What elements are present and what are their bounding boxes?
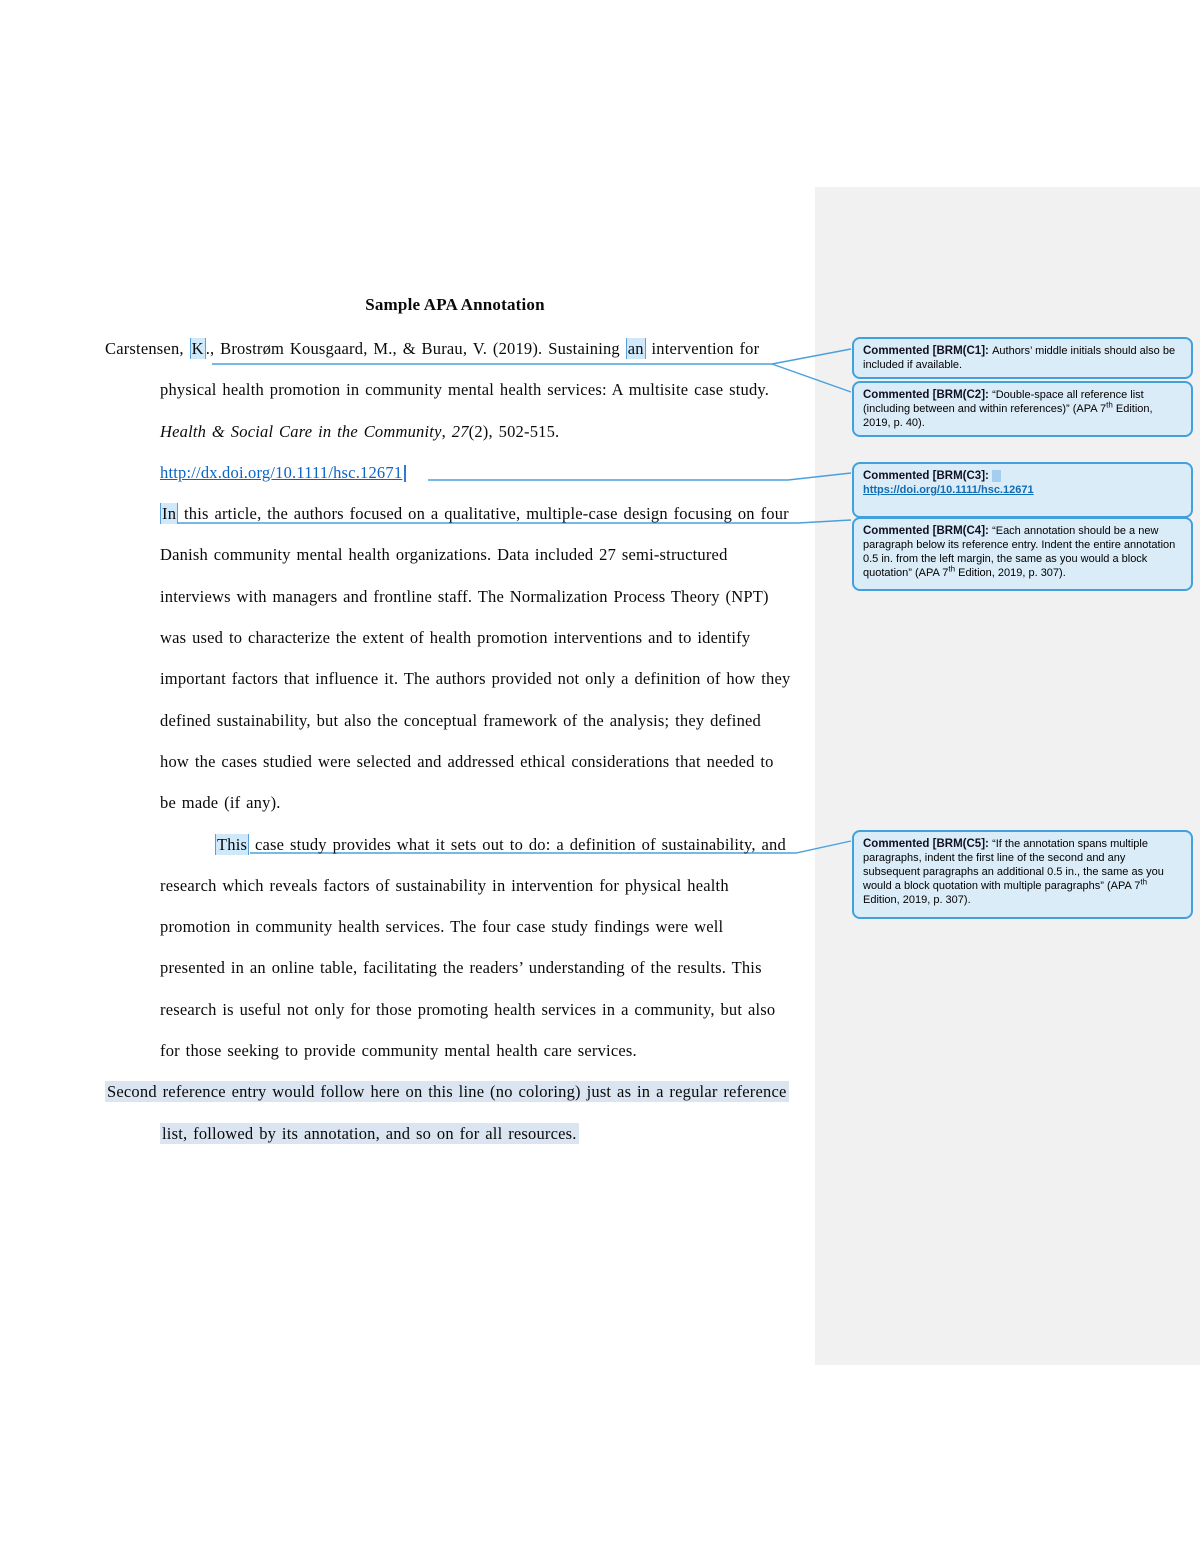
comment-box-c5[interactable]	[852, 830, 1193, 919]
text-segment: ., Brostrøm Kousgaard, M., & Burau, V. (2019). Sustaining	[205, 339, 626, 358]
document-line	[105, 628, 825, 669]
document-line	[105, 1000, 825, 1041]
document-line	[105, 752, 825, 793]
document-line	[105, 835, 825, 876]
document-line	[105, 669, 825, 710]
comment-anchor-highlight: K	[191, 339, 204, 358]
text-segment: promotion in community health services. The four case study findings were well	[160, 917, 724, 937]
superscript-text: th	[948, 564, 956, 574]
comment-author-label: Commented [BRM(C5]:	[863, 838, 993, 850]
comment-anchor-caret	[404, 465, 406, 482]
document-line	[105, 1124, 825, 1165]
comment-author-label: Commented [BRM(C3]:	[863, 470, 993, 482]
text-segment: be made (if any).	[160, 793, 281, 813]
text-segment: Edition, 2019, p. 40).	[863, 403, 1153, 429]
text-segment: how the cases studied were selected and addressed ethical considerations that needed to	[160, 751, 774, 771]
highlighted-text: list, followed by its annotation, and so on for all resources.	[162, 1123, 577, 1143]
comment-author-label: Commented [BRM(C4]:	[863, 525, 993, 537]
text-segment: for those seeking to provide community mental health care services.	[160, 1041, 637, 1061]
comment-box-c1[interactable]	[852, 337, 1193, 379]
text-segment: Danish community mental health organizations. Data included 27 semi-structured	[160, 545, 728, 565]
document-line	[105, 587, 825, 628]
italic-text: 27	[451, 421, 469, 441]
italic-text: Health & Social Care in the Community	[160, 421, 442, 441]
highlighted-text: Second reference entry would follow here on this line (no coloring) just as in a regular reference	[107, 1082, 787, 1102]
text-segment: Edition, 2019, p. 307).	[863, 894, 971, 906]
selection-mark	[992, 470, 1001, 482]
text-segment: this article, the authors focused on a qualitative, multiple-case design focusing on four	[178, 504, 789, 524]
comment-anchor-highlight: an	[627, 339, 644, 358]
text-segment: important factors that influence it. The authors provided not only a definition of how they	[160, 669, 791, 689]
document-line	[105, 1082, 825, 1123]
text-segment: Carstensen,	[105, 339, 190, 358]
text-segment: physical health promotion in community mental health services: A multisite case study.	[160, 380, 770, 400]
comment-box-c2[interactable]	[852, 381, 1193, 437]
document-line	[105, 876, 825, 917]
document-line	[105, 545, 825, 586]
document-title: Sample APA Annotation	[365, 295, 545, 314]
text-segment	[863, 498, 866, 510]
document-line	[105, 504, 825, 545]
text-segment: (2), 502-515.	[468, 421, 560, 441]
text-segment: research which reveals factors of sustainability in intervention for physical health	[160, 875, 729, 895]
text-segment: research is useful not only for those promoting health services in a community, but also	[160, 999, 776, 1019]
text-segment: ,	[441, 421, 452, 441]
comment-author-label: Commented [BRM(C1]:	[863, 345, 993, 357]
comment-doi-link[interactable]: https://doi.org/10.1111/hsc.12671	[863, 484, 1034, 496]
text-segment: case study provides what it sets out to do: a definition of sustainability, and	[249, 834, 786, 854]
text-segment: Authors’ middle initials should also be included if available.	[863, 345, 1176, 371]
text-segment: Edition, 2019, p. 307).	[955, 567, 1066, 579]
doi-link[interactable]: http://dx.doi.org/10.1111/hsc.12671	[160, 462, 403, 482]
document-line	[105, 339, 825, 380]
document-line	[105, 917, 825, 958]
text-segment: “If the annotation spans multiple paragraphs, indent the first line of the second and any subsequent paragraphs an additional 0.5 in., the same as you would a block quotation with multiple paragraphs” (APA 7	[863, 838, 1164, 892]
document-line	[105, 463, 825, 504]
text-segment: was used to characterize the extent of health promotion interventions and to identify	[160, 628, 751, 648]
comment-box-c4[interactable]	[852, 517, 1193, 591]
text-segment: interviews with managers and frontline staff. The Normalization Process Theory (NPT)	[160, 586, 769, 606]
document-line	[105, 793, 825, 834]
document-line	[105, 380, 825, 421]
text-segment: intervention for	[645, 339, 760, 358]
document-line	[105, 958, 825, 999]
comment-box-c3[interactable]	[852, 462, 1193, 518]
text-segment: defined sustainability, but also the conceptual framework of the analysis; they defined	[160, 710, 761, 730]
superscript-text: th	[1140, 877, 1148, 887]
comment-anchor-highlight: This	[217, 834, 248, 854]
text-segment: “Double-space all reference list (including between and within references)” (APA 7	[863, 389, 1144, 415]
comment-author-label: Commented [BRM(C2]:	[863, 389, 993, 401]
comment-anchor-highlight: In	[162, 504, 177, 524]
document-line	[105, 422, 825, 463]
document-line	[105, 1041, 825, 1082]
text-segment: presented in an online table, facilitating the readers’ understanding of the results. This	[160, 958, 762, 978]
document-line	[105, 711, 825, 752]
document-body	[105, 339, 825, 1165]
text-segment: “Each annotation should be a new paragraph below its reference entry. Indent the entire annotation 0.5 in. from the left margin, the same as you would a block quotation” (APA 7	[863, 525, 1176, 579]
superscript-text: th	[1106, 400, 1113, 410]
